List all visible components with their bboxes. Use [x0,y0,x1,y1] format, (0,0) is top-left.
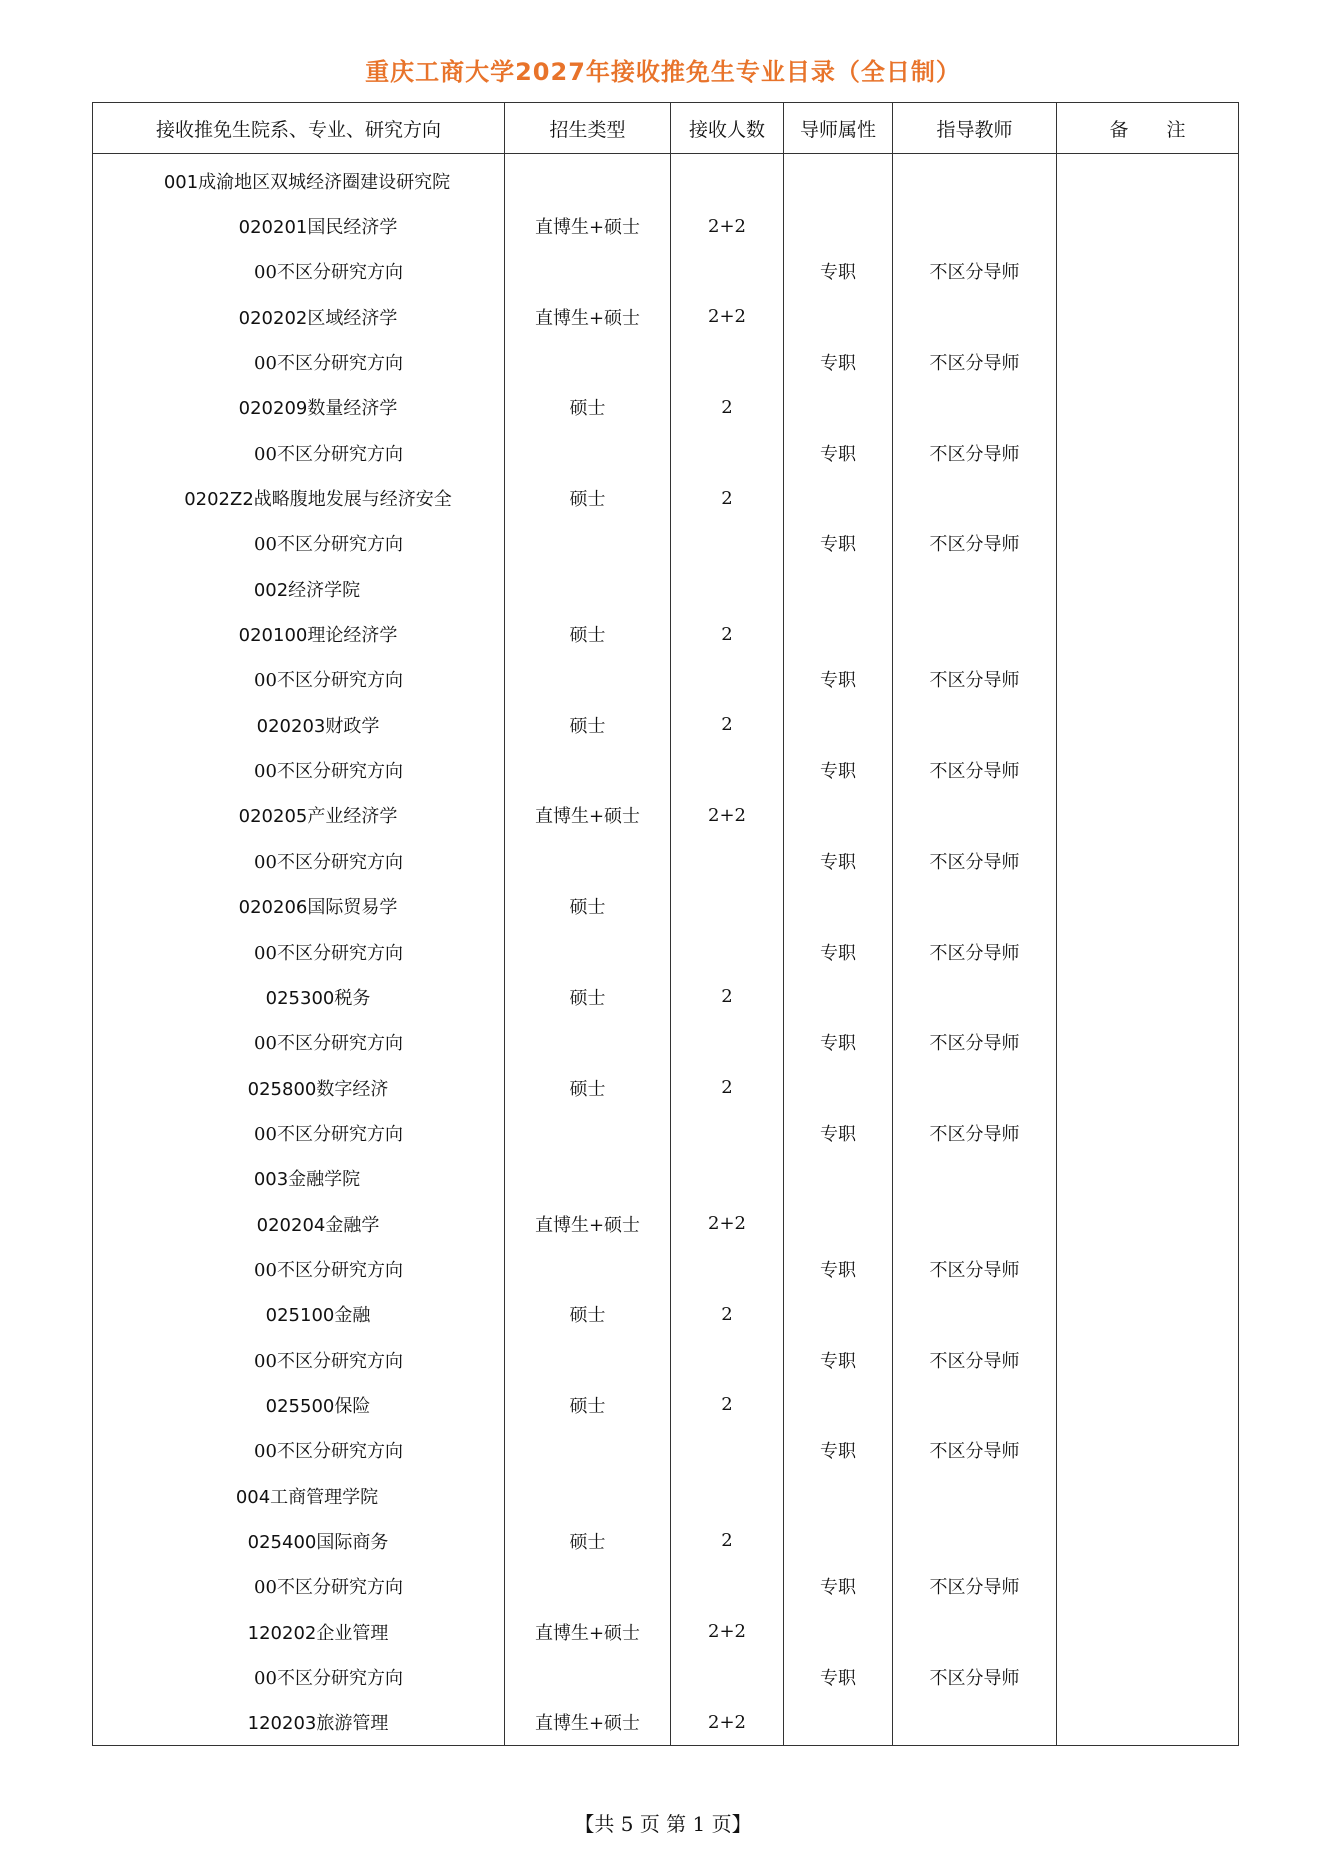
cell-count [671,566,784,611]
cell-remark [1057,294,1239,339]
cell-type [505,430,671,475]
cell-name: 00不区分研究方向 [93,1246,505,1291]
cell-type [505,657,671,702]
column-header-count: 接收人数 [671,103,784,154]
table-row [93,203,1239,248]
cell-type [505,566,671,611]
cell-type: 硕士 [505,974,671,1019]
cell-name: 00不区分研究方向 [93,1654,505,1699]
column-header-attr: 导师属性 [784,103,893,154]
cell-attr [784,1473,893,1518]
cell-teacher [893,154,1057,204]
cell-remark [1057,1564,1239,1609]
table-row [93,974,1239,1019]
column-header-name: 接收推免生院系、专业、研究方向 [93,103,505,154]
cell-name: 00不区分研究方向 [93,521,505,566]
cell-remark [1057,521,1239,566]
cell-attr [784,1518,893,1563]
table-row [93,929,1239,974]
cell-remark [1057,475,1239,520]
cell-name: 020202区域经济学 [93,294,505,339]
cell-attr: 专职 [784,1654,893,1699]
cell-count [671,1337,784,1382]
cell-remark [1057,1518,1239,1563]
cell-count [671,838,784,883]
cell-count [671,1020,784,1065]
cell-type: 直博生+硕士 [505,1609,671,1654]
cell-type: 硕士 [505,884,671,929]
cell-name: 00不区分研究方向 [93,430,505,475]
cell-remark [1057,1065,1239,1110]
cell-name: 025500保险 [93,1382,505,1427]
cell-count: 2+2 [671,294,784,339]
cell-attr [784,884,893,929]
cell-remark [1057,1110,1239,1155]
cell-attr [784,385,893,430]
cell-name: 00不区分研究方向 [93,339,505,384]
cell-remark [1057,1337,1239,1382]
cell-name: 025400国际商务 [93,1518,505,1563]
table-row [93,1609,1239,1654]
cell-remark [1057,1292,1239,1337]
cell-teacher [893,1156,1057,1201]
cell-attr: 专职 [784,929,893,974]
cell-teacher: 不区分导师 [893,1564,1057,1609]
cell-attr: 专职 [784,1564,893,1609]
cell-attr [784,203,893,248]
cell-count [671,747,784,792]
cell-name: 00不区分研究方向 [93,1110,505,1155]
cell-remark [1057,249,1239,294]
cell-type [505,154,671,204]
cell-name: 020205产业经济学 [93,793,505,838]
cell-type: 硕士 [505,1065,671,1110]
cell-count: 2+2 [671,1700,784,1746]
cell-attr [784,154,893,204]
table-row [93,1700,1239,1746]
cell-type [505,1428,671,1473]
cell-attr [784,702,893,747]
cell-remark [1057,1428,1239,1473]
cell-teacher [893,793,1057,838]
table-row [93,611,1239,656]
cell-name: 020206国际贸易学 [93,884,505,929]
program-catalog-table [92,102,1239,1746]
cell-count [671,339,784,384]
cell-count: 2 [671,1382,784,1427]
cell-teacher [893,566,1057,611]
cell-type [505,1564,671,1609]
cell-attr: 专职 [784,1246,893,1291]
cell-remark [1057,884,1239,929]
cell-teacher [893,974,1057,1019]
cell-type: 直博生+硕士 [505,1201,671,1246]
cell-attr: 专职 [784,1337,893,1382]
cell-type: 直博生+硕士 [505,203,671,248]
table-row [93,430,1239,475]
cell-teacher [893,611,1057,656]
cell-count [671,929,784,974]
cell-teacher [893,702,1057,747]
cell-remark [1057,385,1239,430]
cell-attr: 专职 [784,838,893,883]
cell-name: 020204金融学 [93,1201,505,1246]
cell-name: 00不区分研究方向 [93,1337,505,1382]
cell-type [505,929,671,974]
cell-count: 2 [671,1518,784,1563]
cell-name: 020203财政学 [93,702,505,747]
cell-attr: 专职 [784,1110,893,1155]
cell-type: 硕士 [505,702,671,747]
table-row [93,1156,1239,1201]
cell-attr: 专职 [784,747,893,792]
table-row [93,1428,1239,1473]
cell-teacher: 不区分导师 [893,929,1057,974]
cell-type: 硕士 [505,385,671,430]
table-row [93,566,1239,611]
cell-type: 直博生+硕士 [505,793,671,838]
cell-teacher [893,1473,1057,1518]
cell-teacher [893,1700,1057,1746]
cell-name: 004工商管理学院 [93,1473,505,1518]
cell-type: 直博生+硕士 [505,294,671,339]
cell-remark [1057,1246,1239,1291]
cell-type [505,339,671,384]
table-header-row [93,103,1239,154]
cell-type: 直博生+硕士 [505,1700,671,1746]
table-row [93,1201,1239,1246]
cell-teacher [893,203,1057,248]
cell-type [505,1246,671,1291]
table-row [93,1473,1239,1518]
cell-teacher: 不区分导师 [893,657,1057,702]
cell-count [671,1428,784,1473]
cell-count [671,154,784,204]
cell-remark [1057,203,1239,248]
cell-count [671,884,784,929]
cell-type [505,1654,671,1699]
table-row [93,475,1239,520]
cell-count: 2+2 [671,1609,784,1654]
cell-type [505,521,671,566]
cell-remark [1057,838,1239,883]
cell-attr [784,1065,893,1110]
table-row [93,838,1239,883]
cell-teacher: 不区分导师 [893,838,1057,883]
cell-remark [1057,611,1239,656]
table-row [93,294,1239,339]
page-footer: 【共 5 页 第 1 页】 [574,1812,752,1836]
cell-remark [1057,1654,1239,1699]
cell-type [505,1156,671,1201]
table-row [93,747,1239,792]
cell-teacher: 不区分导师 [893,1337,1057,1382]
cell-attr [784,1292,893,1337]
cell-remark [1057,702,1239,747]
cell-teacher [893,1292,1057,1337]
table-row [93,793,1239,838]
cell-name: 00不区分研究方向 [93,929,505,974]
cell-count: 2+2 [671,203,784,248]
column-header-teacher: 指导教师 [893,103,1057,154]
table-row [93,884,1239,929]
table-row [93,154,1239,204]
cell-name: 120203旅游管理 [93,1700,505,1746]
cell-type [505,249,671,294]
cell-name: 00不区分研究方向 [93,657,505,702]
page-title: 重庆工商大学2027年接收推免生专业目录（全日制） [365,58,961,86]
cell-count [671,521,784,566]
cell-name: 025800数字经济 [93,1065,505,1110]
cell-name: 00不区分研究方向 [93,1020,505,1065]
table-row [93,1654,1239,1699]
cell-name: 0202Z2战略腹地发展与经济安全 [93,475,505,520]
cell-count: 2 [671,1292,784,1337]
cell-teacher [893,1518,1057,1563]
cell-type [505,747,671,792]
cell-name: 00不区分研究方向 [93,1428,505,1473]
table-row [93,1564,1239,1609]
cell-count: 2 [671,1065,784,1110]
cell-count [671,1156,784,1201]
cell-remark [1057,1156,1239,1201]
cell-attr: 专职 [784,430,893,475]
cell-type [505,1110,671,1155]
cell-count: 2 [671,974,784,1019]
table-row [93,1337,1239,1382]
cell-teacher: 不区分导师 [893,339,1057,384]
cell-teacher: 不区分导师 [893,747,1057,792]
cell-remark [1057,1382,1239,1427]
cell-remark [1057,154,1239,204]
cell-teacher [893,1065,1057,1110]
cell-name: 025100金融 [93,1292,505,1337]
cell-teacher [893,884,1057,929]
table-row [93,1292,1239,1337]
cell-remark [1057,929,1239,974]
cell-count: 2+2 [671,1201,784,1246]
cell-attr [784,1609,893,1654]
table-row [93,1065,1239,1110]
cell-attr [784,611,893,656]
cell-remark [1057,339,1239,384]
cell-name: 020209数量经济学 [93,385,505,430]
cell-count: 2 [671,611,784,656]
cell-count [671,1473,784,1518]
cell-count [671,430,784,475]
cell-remark [1057,657,1239,702]
cell-count: 2 [671,475,784,520]
cell-count: 2 [671,702,784,747]
column-header-type: 招生类型 [505,103,671,154]
cell-type: 硕士 [505,1292,671,1337]
table-row [93,1382,1239,1427]
cell-count [671,1654,784,1699]
cell-teacher [893,475,1057,520]
cell-remark [1057,430,1239,475]
table-row [93,657,1239,702]
cell-name: 00不区分研究方向 [93,747,505,792]
cell-remark [1057,1201,1239,1246]
cell-remark [1057,974,1239,1019]
cell-remark [1057,1473,1239,1518]
cell-remark [1057,1609,1239,1654]
cell-name: 00不区分研究方向 [93,249,505,294]
cell-attr: 专职 [784,1020,893,1065]
cell-attr: 专职 [784,521,893,566]
cell-teacher [893,1609,1057,1654]
cell-attr [784,1700,893,1746]
cell-teacher [893,294,1057,339]
table-row [93,702,1239,747]
cell-type [505,838,671,883]
table-row [93,521,1239,566]
cell-type [505,1473,671,1518]
cell-attr [784,1201,893,1246]
cell-teacher [893,1382,1057,1427]
cell-attr [784,1382,893,1427]
table-row [93,1518,1239,1563]
column-header-remark: 备 注 [1057,103,1239,154]
cell-name: 00不区分研究方向 [93,1564,505,1609]
cell-count: 2+2 [671,793,784,838]
cell-remark [1057,1700,1239,1746]
cell-name: 020201国民经济学 [93,203,505,248]
cell-name: 025300税务 [93,974,505,1019]
cell-count [671,1246,784,1291]
cell-count [671,249,784,294]
cell-attr [784,475,893,520]
cell-type [505,1020,671,1065]
cell-attr [784,1156,893,1201]
cell-teacher: 不区分导师 [893,1428,1057,1473]
cell-type: 硕士 [505,475,671,520]
cell-teacher: 不区分导师 [893,1246,1057,1291]
cell-name: 020100理论经济学 [93,611,505,656]
table-row [93,1110,1239,1155]
table-body [93,154,1239,1746]
cell-teacher: 不区分导师 [893,521,1057,566]
cell-name: 003金融学院 [93,1156,505,1201]
cell-attr [784,294,893,339]
cell-teacher: 不区分导师 [893,1020,1057,1065]
cell-remark [1057,793,1239,838]
cell-name: 002经济学院 [93,566,505,611]
cell-count [671,1110,784,1155]
table-row [93,249,1239,294]
table-row [93,385,1239,430]
table-row [93,1020,1239,1065]
cell-type [505,1337,671,1382]
cell-teacher [893,385,1057,430]
cell-teacher: 不区分导师 [893,249,1057,294]
cell-name: 001成渝地区双城经济圈建设研究院 [93,154,505,204]
cell-remark [1057,747,1239,792]
cell-name: 120202企业管理 [93,1609,505,1654]
cell-type: 硕士 [505,611,671,656]
cell-attr [784,566,893,611]
cell-teacher [893,1201,1057,1246]
cell-count [671,657,784,702]
table-row [93,1246,1239,1291]
cell-attr [784,793,893,838]
cell-attr: 专职 [784,339,893,384]
cell-remark [1057,1020,1239,1065]
cell-type: 硕士 [505,1382,671,1427]
cell-count: 2 [671,385,784,430]
cell-teacher: 不区分导师 [893,430,1057,475]
cell-teacher: 不区分导师 [893,1654,1057,1699]
cell-name: 00不区分研究方向 [93,838,505,883]
cell-teacher: 不区分导师 [893,1110,1057,1155]
cell-remark [1057,566,1239,611]
cell-attr: 专职 [784,1428,893,1473]
cell-attr [784,974,893,1019]
table-row [93,339,1239,384]
cell-count [671,1564,784,1609]
cell-type: 硕士 [505,1518,671,1563]
cell-attr: 专职 [784,249,893,294]
cell-attr: 专职 [784,657,893,702]
